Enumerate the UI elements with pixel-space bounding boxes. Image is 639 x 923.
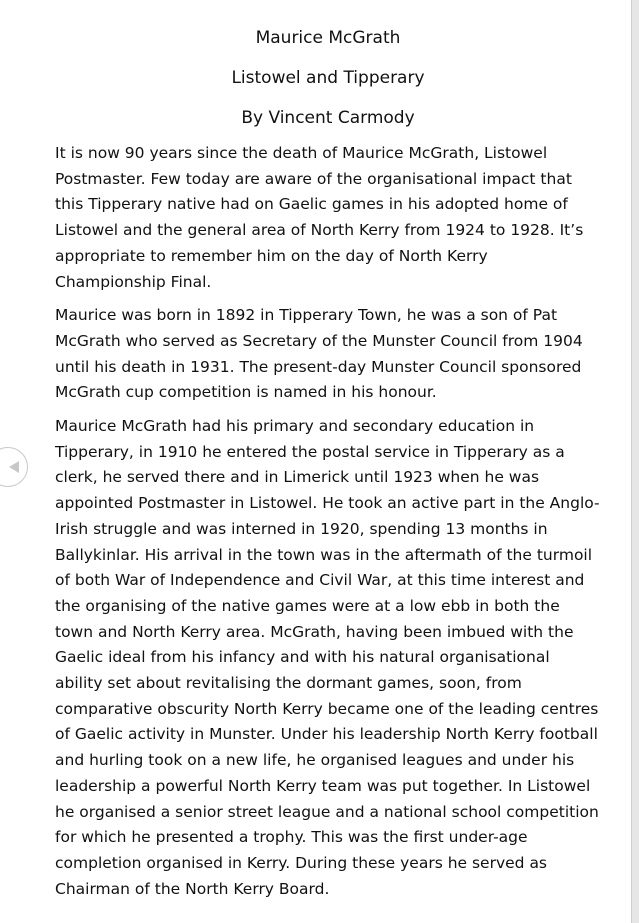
page-edge <box>631 0 639 923</box>
chevron-left-icon <box>8 460 20 474</box>
document-byline: By Vincent Carmody <box>241 108 415 128</box>
paragraph: It is now 90 years since the death of Maurice McGrath, Listowel Postmaster. Few today are aware of the organisational impact that this Tipperary native had on Gaelic games in his adopted home of Listowel and the general area of North Kerry from 1924 to 1928. It’s appropriate to remember him on the day of North Kerry Championship Final. <box>55 144 584 291</box>
document-body <box>55 18 601 910</box>
paragraph: Maurice McGrath had his primary and secondary education in Tipperary, in 1910 he entered the postal service in Tipperary as a clerk, he served there and in Limerick until 1923 when he was appointed Postmaster in Listowel. He took an active part in the Anglo-Irish struggle and was interned in 1920, spending 13 months in Ballykinlar. His arrival in the town was in the aftermath of the turmoil of both War of Independence and Civil War, at this time interest and the organising of the native games were at a low ebb in both the town and North Kerry area. McGrath, having been imbued with the Gaelic ideal from his infancy and with his natural organisational ability set about revitalising the dormant games, soon, from comparative obscurity North Kerry became one of the leading centres of Gaelic activity in Munster. Under his leadership North Kerry football and hurling took on a new life, he organised leagues and under his leadership a powerful North Kerry team was put together. In Listowel he organised a senior street league and a national school competition for which he presented a trophy. This was the first under-age completion organised in Kerry. During these years he served as Chairman of the North Kerry Board. <box>55 417 600 898</box>
paragraph: Maurice was born in 1892 in Tipperary Town, he was a son of Pat McGrath who served as Secretary of the Munster Council from 1904 until his death in 1931. The present-day Munster Council sponsored McGrath cup competition is named in his honour. <box>55 306 583 402</box>
document-title: Maurice McGrath <box>255 28 401 48</box>
document-subtitle: Listowel and Tipperary <box>231 68 425 88</box>
